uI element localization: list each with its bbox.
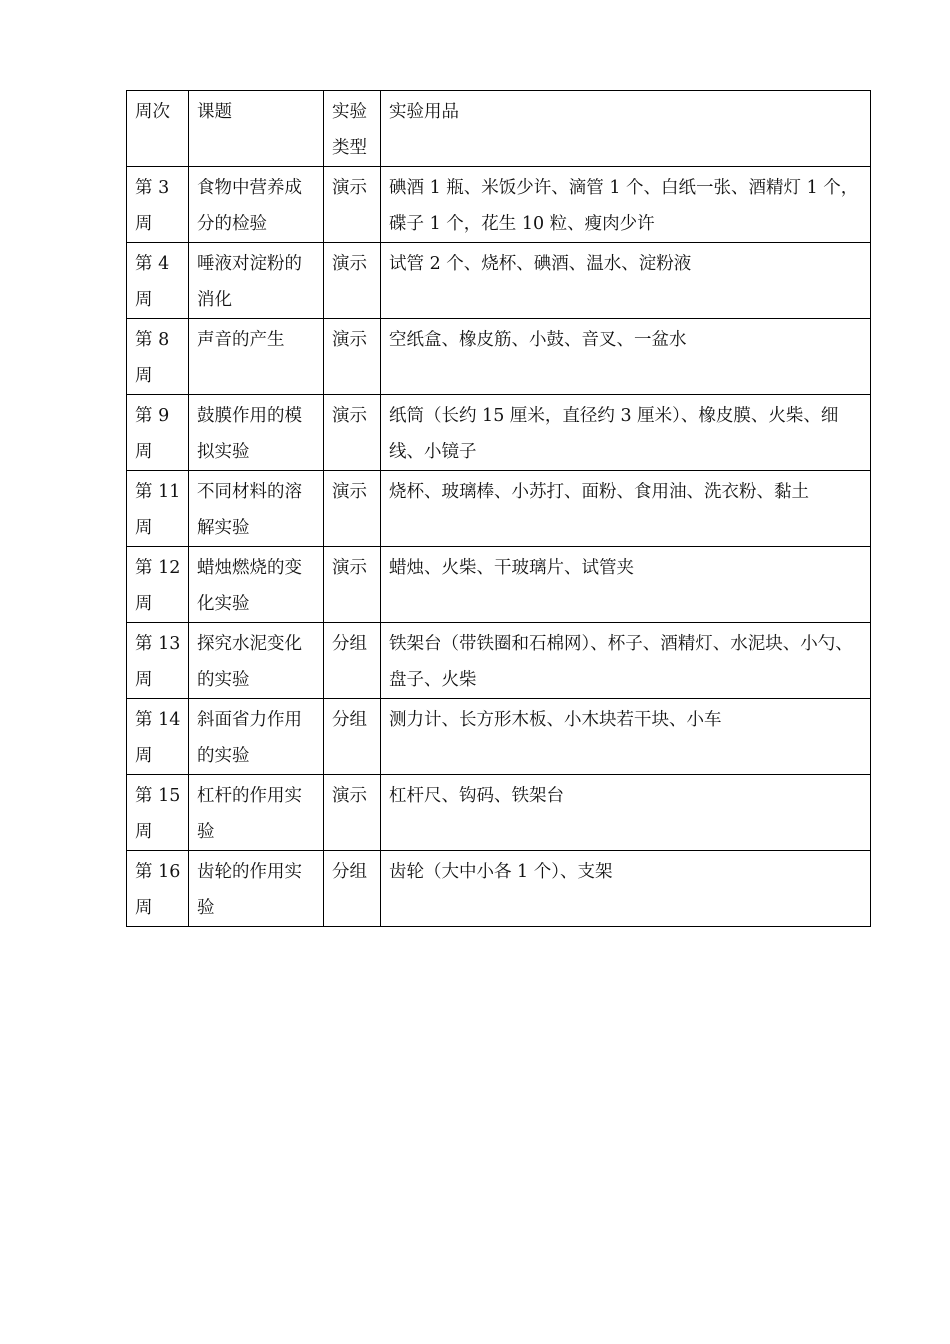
- cell-topic: 斜面省力作用的实验: [189, 699, 324, 775]
- cell-topic: 唾液对淀粉的消化: [189, 243, 324, 319]
- cell-topic: 蜡烛燃烧的变化实验: [189, 547, 324, 623]
- header-topic: [189, 91, 324, 167]
- cell-type: 分组: [324, 623, 381, 699]
- cell-items: 碘酒 1 瓶、米饭少许、滴管 1 个、白纸一张、酒精灯 1 个，碟子 1 个，花生 10 粒、瘦肉少许: [381, 167, 871, 243]
- cell-topic: 声音的产生: [189, 319, 324, 395]
- cell-week: 第 14 周: [127, 699, 189, 775]
- cell-week: 第 13 周: [127, 623, 189, 699]
- header-week-label: 周次: [135, 102, 170, 122]
- cell-week: 第 15 周: [127, 775, 189, 851]
- table-row: [127, 775, 871, 851]
- cell-items: 烧杯、玻璃棒、小苏打、面粉、食用油、洗衣粉、黏土: [381, 471, 871, 547]
- table-row: [127, 395, 871, 471]
- experiment-schedule-table: [126, 90, 871, 927]
- cell-topic: 杠杆的作用实验: [189, 775, 324, 851]
- header-type-label: 实验类型: [332, 102, 367, 158]
- cell-topic: 探究水泥变化的实验: [189, 623, 324, 699]
- cell-topic: 齿轮的作用实验: [189, 851, 324, 927]
- table-row: [127, 167, 871, 243]
- table-row: [127, 851, 871, 927]
- cell-week: 第 11 周: [127, 471, 189, 547]
- cell-type: 演示: [324, 395, 381, 471]
- header-items-label: 实验用品: [389, 102, 459, 122]
- cell-topic: 鼓膜作用的模拟实验: [189, 395, 324, 471]
- cell-type: 演示: [324, 775, 381, 851]
- cell-type: 演示: [324, 471, 381, 547]
- table-row: [127, 623, 871, 699]
- cell-items: 蜡烛、火柴、干玻璃片、试管夹: [381, 547, 871, 623]
- header-week: [127, 91, 189, 167]
- cell-items: 铁架台（带铁圈和石棉网）、杯子、酒精灯、水泥块、小勺、盘子、火柴: [381, 623, 871, 699]
- cell-type: 演示: [324, 319, 381, 395]
- cell-items: 纸筒（长约 15 厘米，直径约 3 厘米）、橡皮膜、火柴、细线、小镜子: [381, 395, 871, 471]
- cell-week: 第 12 周: [127, 547, 189, 623]
- cell-week: 第 8 周: [127, 319, 189, 395]
- header-topic-label: 课题: [197, 102, 232, 122]
- cell-type: 演示: [324, 547, 381, 623]
- cell-week: 第 16 周: [127, 851, 189, 927]
- cell-week: 第 4 周: [127, 243, 189, 319]
- cell-type: 分组: [324, 851, 381, 927]
- table-row: [127, 471, 871, 547]
- cell-items: 齿轮（大中小各 1 个）、支架: [381, 851, 871, 927]
- cell-topic: 食物中营养成分的检验: [189, 167, 324, 243]
- cell-type: 演示: [324, 167, 381, 243]
- cell-items: 杠杆尺、钩码、铁架台: [381, 775, 871, 851]
- cell-week: 第 3 周: [127, 167, 189, 243]
- cell-week: 第 9 周: [127, 395, 189, 471]
- cell-items: 空纸盒、橡皮筋、小鼓、音叉、一盆水: [381, 319, 871, 395]
- table-header-row: [127, 91, 871, 167]
- cell-items: 试管 2 个、烧杯、碘酒、温水、淀粉液: [381, 243, 871, 319]
- table-row: [127, 547, 871, 623]
- cell-type: 分组: [324, 699, 381, 775]
- table-row: [127, 243, 871, 319]
- cell-topic: 不同材料的溶解实验: [189, 471, 324, 547]
- cell-type: 演示: [324, 243, 381, 319]
- table-row: [127, 319, 871, 395]
- table-row: [127, 699, 871, 775]
- header-items: [381, 91, 871, 167]
- cell-items: 测力计、长方形木板、小木块若干块、小车: [381, 699, 871, 775]
- header-type: [324, 91, 381, 167]
